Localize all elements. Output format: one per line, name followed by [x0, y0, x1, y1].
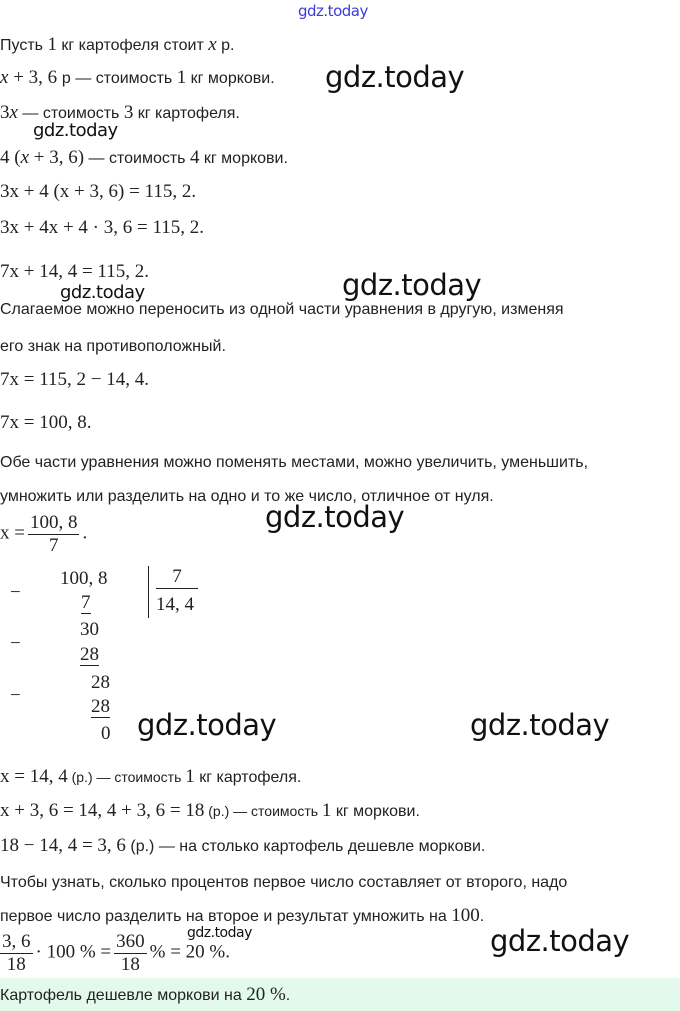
- line-carrot-4kg: [0, 148, 288, 169]
- watermark-top-link[interactable]: gdz.today: [298, 2, 368, 20]
- remainder: 30: [80, 619, 99, 640]
- quotient: 14, 4: [156, 594, 194, 615]
- rule-text-1: Слагаемое можно переносить из одной части уравнения в другую, изменяя: [0, 301, 564, 318]
- math: 1: [321, 800, 332, 821]
- math: + 3, 6: [8, 67, 62, 88]
- line-let: [0, 35, 234, 56]
- math: 4: [189, 147, 200, 168]
- watermark: gdz.today: [490, 924, 630, 958]
- text: (р.) — стоимость: [67, 769, 186, 785]
- fraction: [28, 512, 80, 557]
- math: x: [0, 67, 9, 88]
- subtrahend: 28: [80, 644, 99, 665]
- math: % = 20 %.: [149, 941, 230, 963]
- minus-sign: −: [10, 633, 21, 654]
- line-carrot-cost: [0, 68, 275, 89]
- text: р — стоимость: [61, 70, 177, 87]
- equation-4: 7x = 115, 2 − 14, 4.: [0, 369, 149, 390]
- text: (р.) — стоимость: [204, 803, 322, 819]
- text: кг моркови.: [331, 803, 420, 820]
- math: · 100 % =: [35, 941, 112, 963]
- result-carrot: [0, 801, 420, 822]
- text: кг моркови.: [199, 150, 288, 167]
- math: 20 %: [246, 984, 286, 1005]
- watermark: gdz.today: [33, 120, 118, 141]
- divisor: 7: [156, 566, 198, 589]
- text: .: [285, 987, 291, 1004]
- rule-text-2: его знак на противоположный.: [0, 338, 226, 355]
- math: .: [82, 522, 88, 544]
- text: — стоимость: [17, 105, 124, 122]
- numerator: 3, 6: [2, 931, 31, 952]
- minus-sign: −: [10, 582, 21, 603]
- math: x = 14, 4: [0, 766, 68, 787]
- math: x: [9, 102, 18, 123]
- subtrahend: 7: [81, 592, 91, 613]
- text: кг картофеля стоит: [56, 37, 209, 54]
- answer-text: [0, 985, 290, 1006]
- denominator: 18: [120, 954, 140, 975]
- text: — стоимость: [84, 150, 190, 167]
- answer-box: [0, 978, 680, 1011]
- fraction: [0, 931, 33, 976]
- math: 3: [0, 102, 10, 123]
- numerator: 360: [116, 931, 145, 952]
- equation-3: 7x + 14, 4 = 115, 2.: [0, 261, 149, 282]
- math: 1: [176, 67, 187, 88]
- subtrahend: 28: [91, 696, 110, 717]
- watermark: gdz.today: [325, 60, 465, 94]
- math: x: [20, 147, 30, 168]
- text: кг картофеля.: [133, 105, 240, 122]
- equation-5: 7x = 100, 8.: [0, 412, 92, 433]
- watermark: gdz.today: [60, 282, 145, 303]
- math: 18 − 14, 4 = 3, 6: [0, 835, 126, 856]
- text: Картофель дешевле моркови на: [0, 987, 247, 1004]
- math: 1: [47, 34, 57, 55]
- dividend: 100, 8: [60, 568, 108, 589]
- rule-text-3: Обе части уравнения можно поменять местами, можно увеличить, уменьшить,: [0, 454, 589, 471]
- math: 1: [185, 766, 195, 787]
- math: x =: [0, 522, 25, 544]
- text: Пусть: [0, 37, 48, 54]
- math: 100: [451, 905, 480, 926]
- minus-sign: −: [10, 685, 21, 706]
- math: + 3, 6): [29, 147, 85, 168]
- denominator: 7: [48, 535, 59, 556]
- watermark: gdz.today: [187, 925, 252, 941]
- math: 4 (: [0, 147, 21, 168]
- text: р.: [216, 37, 235, 54]
- text: кг моркови.: [186, 70, 275, 87]
- remainder: 28: [91, 672, 110, 693]
- watermark: gdz.today: [265, 500, 405, 534]
- denominator: 18: [6, 954, 26, 975]
- numerator: 100, 8: [29, 512, 78, 533]
- watermark: gdz.today: [137, 708, 277, 742]
- result-potato: [0, 767, 301, 788]
- rule-text-5: Чтобы узнать, сколько процентов первое число составляет от второго, надо: [0, 874, 568, 891]
- rule-text-4: умножить или разделить на одно и то же число, отличное от нуля.: [0, 488, 494, 505]
- text: первое число разделить на второе и результат умножить на: [0, 908, 452, 925]
- math: 3: [123, 102, 134, 123]
- math: x: [208, 34, 217, 55]
- rule-text-6: [0, 906, 484, 927]
- result-difference: [0, 836, 485, 857]
- equation-2: 3x + 4x + 4 · 3, 6 = 115, 2.: [0, 217, 205, 238]
- remainder: 0: [101, 723, 111, 744]
- fraction-equation: [0, 512, 87, 557]
- math: x + 3, 6 = 14, 4 + 3, 6 = 18: [0, 800, 205, 821]
- text: кг картофеля.: [194, 769, 302, 786]
- equation-1: 3x + 4 (x + 3, 6) = 115, 2.: [0, 181, 197, 202]
- fraction: [114, 931, 147, 976]
- text: .: [479, 908, 485, 925]
- watermark: gdz.today: [342, 268, 482, 302]
- watermark: gdz.today: [470, 708, 610, 742]
- text: (р.) — на столько картофель дешевле моркови.: [125, 838, 486, 855]
